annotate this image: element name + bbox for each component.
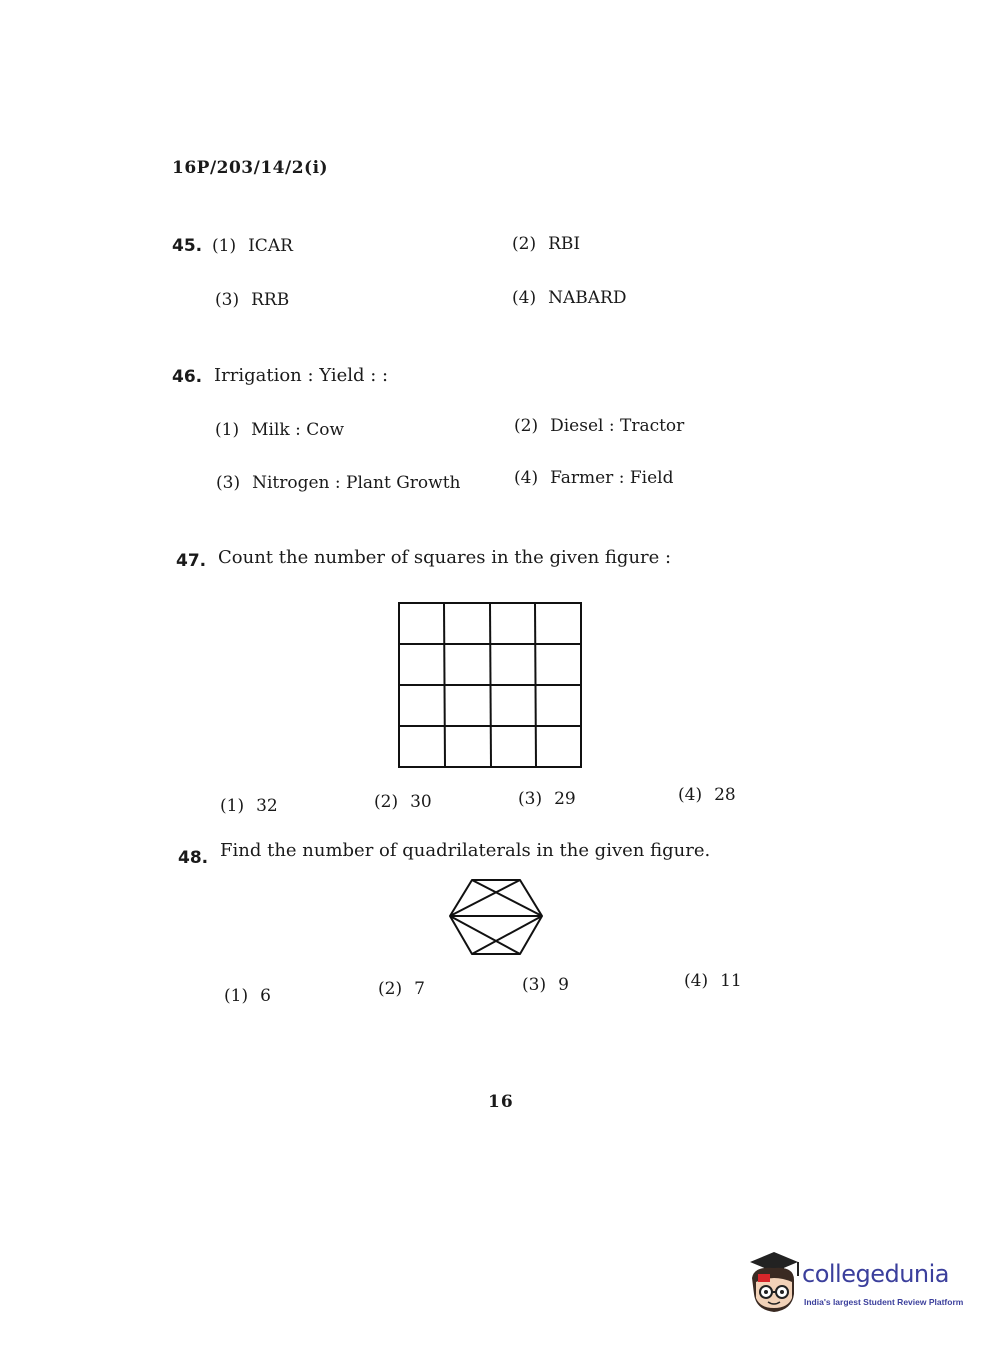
logo-tagline: India's largest Student Review Platform	[804, 1297, 964, 1307]
option-number: (2)	[512, 234, 537, 254]
option-1	[212, 236, 293, 256]
option-text: Milk : Cow	[251, 420, 345, 440]
option-text: RRB	[251, 290, 290, 310]
option-2	[512, 234, 580, 254]
question-number: 46.	[172, 367, 203, 387]
option-number: (1)	[212, 236, 237, 256]
option-text: NABARD	[548, 288, 627, 308]
option-number: (4)	[678, 785, 703, 805]
option-4	[678, 785, 736, 805]
paper-code: 16P/203/14/2(i)	[172, 158, 329, 178]
option-text: 7	[414, 979, 425, 999]
option-3	[522, 975, 569, 995]
option-3	[518, 789, 576, 809]
option-number: (2)	[374, 792, 399, 812]
option-number: (3)	[216, 473, 241, 493]
option-number: (2)	[378, 979, 403, 999]
question-number: 45.	[172, 236, 203, 256]
option-1	[224, 986, 271, 1006]
question-text: Irrigation : Yield : :	[214, 365, 389, 386]
question-number: 48.	[178, 848, 209, 868]
option-text: 6	[260, 986, 271, 1006]
option-text: 30	[410, 792, 432, 812]
option-number: (1)	[220, 796, 245, 816]
option-number: (3)	[518, 789, 543, 809]
option-text: 28	[714, 785, 736, 805]
option-text: ICAR	[248, 236, 293, 256]
option-number: (3)	[522, 975, 547, 995]
option-4	[514, 468, 673, 488]
option-3	[215, 290, 289, 310]
logo-name: collegedunia	[802, 1260, 950, 1288]
option-2	[514, 416, 684, 436]
option-4	[684, 971, 742, 991]
option-number: (4)	[684, 971, 709, 991]
option-number: (3)	[215, 290, 240, 310]
option-3	[216, 473, 461, 493]
grid-figure	[396, 600, 586, 772]
question-text: Find the number of quadrilaterals in the given figure.	[220, 840, 711, 861]
collegedunia-logo[interactable]	[742, 1248, 972, 1318]
option-text: Farmer : Field	[550, 468, 674, 488]
option-number: (1)	[215, 420, 240, 440]
option-4	[512, 288, 626, 308]
option-2	[378, 979, 425, 999]
option-text: 29	[554, 789, 576, 809]
option-text: Nitrogen : Plant Growth	[252, 473, 461, 493]
question-number: 47.	[176, 551, 207, 571]
option-text: 9	[558, 975, 569, 995]
option-1	[215, 420, 344, 440]
option-2	[374, 792, 432, 812]
option-1	[220, 796, 278, 816]
option-number: (4)	[512, 288, 537, 308]
option-text: 32	[256, 796, 278, 816]
option-number: (1)	[224, 986, 249, 1006]
hexagon-figure	[446, 876, 546, 960]
option-number: (2)	[514, 416, 539, 436]
option-text: RBI	[548, 234, 581, 254]
mascot-icon	[742, 1248, 802, 1318]
option-text: Diesel : Tractor	[550, 416, 685, 436]
option-number: (4)	[514, 468, 539, 488]
page-number: 16	[488, 1092, 514, 1112]
question-text: Count the number of squares in the given figure :	[218, 547, 672, 568]
option-text: 11	[720, 971, 742, 991]
